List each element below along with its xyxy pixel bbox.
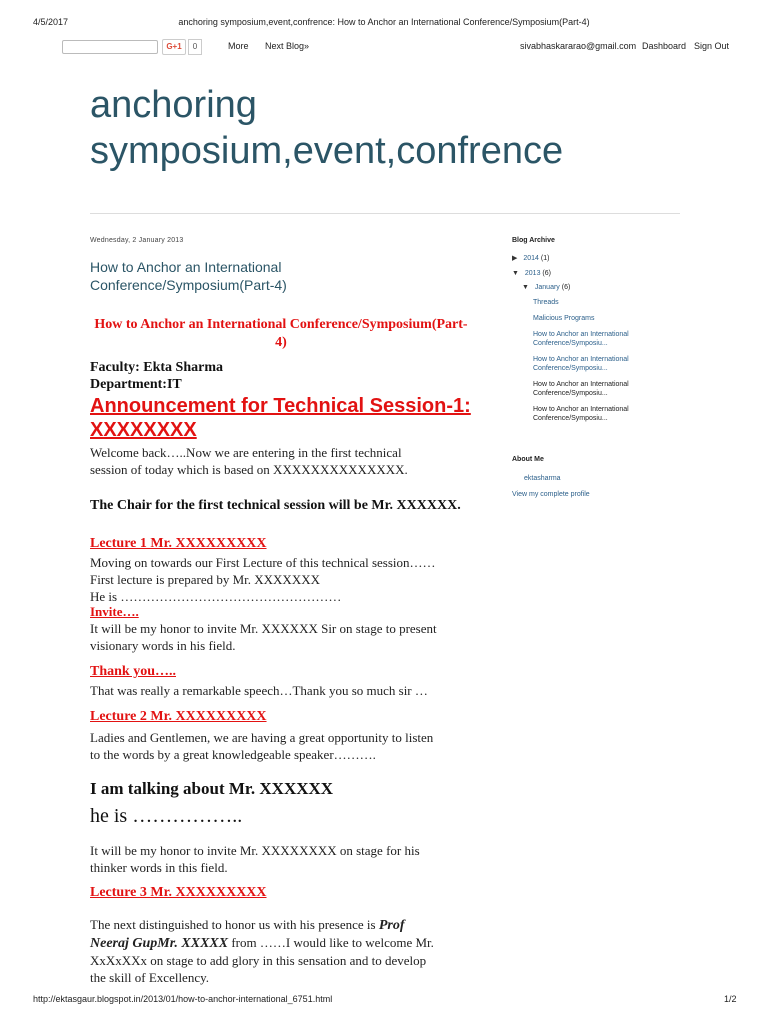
moving-line1: Moving on towards our First Lecture of this technical session…… [90, 555, 436, 570]
lecture3-heading: Lecture 3 Mr. XXXXXXXXX [90, 885, 267, 900]
year-2013-link[interactable]: 2013 [524, 270, 541, 277]
header-divider [90, 213, 680, 214]
triangle-down-icon[interactable]: ▼ [522, 284, 529, 291]
welcome-line2: session of today which is based on XXXXXXXXXXXXXX. [90, 462, 408, 477]
department-label: Department:IT [90, 377, 182, 392]
archive-post-link[interactable]: How to Anchor an International Conference/Symposiu... [533, 406, 629, 422]
user-email: sivabhaskararao@gmail.com [520, 41, 637, 51]
next-line3: XxXxXXx on stage to add glory in this sensation and to develop [90, 953, 427, 968]
archive-post-list [533, 298, 653, 423]
view-profile-link[interactable]: View my complete profile [512, 491, 590, 498]
next-line4: the skill of Excellency. [90, 970, 210, 985]
year-2014-link[interactable]: 2014 [523, 255, 539, 262]
archive-post-link[interactable]: How to Anchor an International Conference/Symposiu... [533, 356, 629, 372]
red-heading-line1: How to Anchor an International Conference/Symposium(Part- [94, 317, 468, 332]
remarkable-text: That was really a remarkable speech…Thank you so much sir … [90, 683, 428, 698]
blog-archive-heading: Blog Archive [512, 237, 555, 244]
ladies-paragraph [90, 729, 433, 763]
post-red-heading [90, 316, 472, 352]
next-line2 [90, 934, 470, 952]
announce-line1: Announcement for Technical Session-1: [90, 395, 471, 417]
year-2014-count: (1) [540, 255, 550, 262]
sign-out-link[interactable]: Sign Out [694, 41, 730, 51]
next-prof1: Prof [378, 918, 405, 933]
archive-year-2014[interactable] [512, 254, 549, 263]
next-line1 [90, 916, 470, 934]
archive-post-link[interactable]: Malicious Programs [533, 315, 595, 322]
blog-title-line2: symposium,event,confrence [90, 130, 564, 172]
moving-paragraph [90, 554, 436, 605]
chair-statement: The Chair for the first technical session will be Mr. XXXXXX. [90, 498, 461, 513]
honor-line2: visionary words in his field. [90, 638, 236, 653]
dashboard-link[interactable]: Dashboard [642, 41, 687, 51]
archive-post-link[interactable]: How to Anchor an International Conference/Symposiu... [533, 381, 629, 397]
faculty-label: Faculty: Ekta Sharma [90, 360, 223, 375]
next-blog-link[interactable]: Next Blog» [265, 41, 310, 51]
lecture1-heading: Lecture 1 Mr. XXXXXXXXX [90, 536, 267, 551]
post-title-line1: How to Anchor an International [90, 259, 282, 275]
honor2-paragraph [90, 842, 420, 876]
archive-post-link[interactable]: How to Anchor an International Conference/Symposiu... [533, 331, 629, 347]
welcome-paragraph [90, 444, 408, 478]
triangle-right-icon[interactable]: ▶ [512, 255, 518, 262]
archive-post-link[interactable]: Threads [533, 299, 559, 306]
archive-year-2013[interactable] [512, 269, 551, 278]
red-heading-line2: 4) [275, 335, 287, 350]
post-title-line2: Conference/Symposium(Part-4) [90, 277, 287, 293]
archive-month-january[interactable] [522, 283, 570, 292]
ladies-line2: to the words by a great knowledgeable speaker………. [90, 747, 376, 762]
thank-you-label: Thank you….. [90, 664, 176, 679]
honor2-line1: It will be my honor to invite Mr. XXXXXXXX on stage for his [90, 843, 420, 858]
print-date: 4/5/2017 [33, 17, 69, 27]
more-link[interactable]: More [228, 41, 249, 51]
print-page-title: anchoring symposium,event,confrence: How to Anchor an International Conference/Symposium(Part-4) [178, 17, 590, 27]
blog-title[interactable] [90, 82, 563, 174]
moving-line2: First lecture is prepared by Mr. XXXXXXX [90, 572, 320, 587]
gplus-button[interactable]: G+1 [162, 39, 186, 55]
honor-line1: It will be my honor to invite Mr. XXXXXX Sir on stage to present [90, 621, 437, 636]
next-from: from ……I would like to welcome Mr. [228, 935, 434, 950]
he-is-big: he is …………….. [90, 805, 243, 827]
gplus-count: 0 [188, 39, 202, 55]
about-me-heading: About Me [512, 456, 544, 463]
post-date: Wednesday, 2 January 2013 [90, 237, 184, 244]
announcement-heading [90, 394, 480, 442]
print-page-number: 1/2 [724, 994, 737, 1004]
next-paragraph [90, 916, 470, 986]
blogger-navbar [62, 36, 742, 56]
january-link[interactable]: January [534, 284, 560, 291]
author-link[interactable]: ektasharma [524, 475, 561, 482]
honor-paragraph [90, 620, 437, 654]
year-2013-count: (6) [542, 270, 551, 277]
next-prof2: Neeraj GupMr. XXXXX [90, 936, 229, 951]
print-url: http://ektasgaur.blogspot.in/2013/01/how-to-anchor-international_6751.html [33, 994, 333, 1004]
honor2-line2: thinker words in this field. [90, 860, 228, 875]
he-is-line: He is …………………………………………… [90, 589, 342, 604]
search-input[interactable] [62, 40, 158, 54]
next-prefix: The next distinguished to honor us with his presence is [90, 917, 379, 932]
january-count: (6) [561, 284, 571, 291]
announce-line2: XXXXXXXX [90, 419, 197, 441]
blog-title-line1: anchoring [90, 84, 257, 126]
lecture2-heading: Lecture 2 Mr. XXXXXXXXX [90, 709, 267, 724]
talking-about: I am talking about Mr. XXXXXX [90, 779, 334, 798]
triangle-down-icon[interactable]: ▼ [512, 270, 519, 277]
post-title[interactable] [90, 258, 450, 294]
ladies-line1: Ladies and Gentlemen, we are having a great opportunity to listen [90, 730, 434, 745]
invite-label: Invite…. [90, 604, 139, 619]
welcome-line1: Welcome back…..Now we are entering in the first technical [90, 445, 402, 460]
